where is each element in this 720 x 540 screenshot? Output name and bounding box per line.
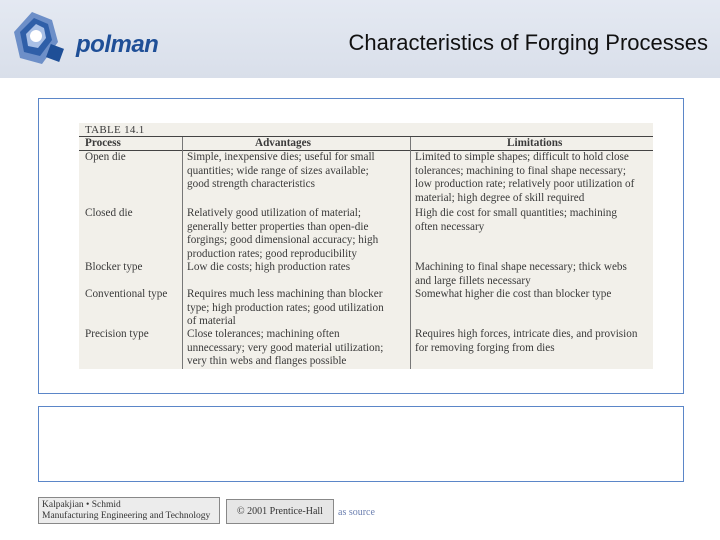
column-divider xyxy=(410,137,411,369)
process-cell: Closed die xyxy=(85,207,133,219)
limitations-cell: High die cost for small quantities; machining often necessary xyxy=(415,207,617,233)
limitations-cell: Somewhat higher die cost than blocker type xyxy=(415,288,612,300)
forging-table xyxy=(79,123,653,369)
header-advantages: Advantages xyxy=(255,137,311,149)
table-caption: TABLE 14.1 xyxy=(85,124,145,136)
limitations-cell: Requires high forces, intricate dies, and provision for removing forging from dies xyxy=(415,328,638,354)
advantages-cell: Low die costs; high production rates xyxy=(187,261,351,273)
logo-text: polman xyxy=(76,31,159,58)
textbook-credit: Kalpakjian • Schmid Manufacturing Engineering and Technology xyxy=(38,497,220,524)
source-note: as source xyxy=(338,507,375,518)
advantages-cell: Simple, inexpensive dies; useful for small quantities; wide range of sizes available; good strength characteristics xyxy=(187,151,375,190)
empty-content-box xyxy=(38,406,684,482)
advantages-cell: Close tolerances; machining often unnecessary; very good material utilization; very thin webs and flanges possible xyxy=(187,328,384,367)
advantages-cell: Relatively good utilization of material; generally better properties than open-die forgings; good dimensional accuracy; high production rates; good reproducibility xyxy=(187,207,379,260)
advantages-cell: Requires much less machining than blocker type; high production rates; good utilization of material xyxy=(187,288,384,327)
process-cell: Conventional type xyxy=(85,288,168,300)
limitations-cell: Limited to simple shapes; difficult to hold close tolerances; machining to final shape necessary; low production rate; relatively poor utilization of material; high degree of skill required xyxy=(415,151,635,204)
process-cell: Blocker type xyxy=(85,261,143,273)
slide-header xyxy=(0,0,720,78)
table-frame xyxy=(38,98,684,394)
limitations-cell: Machining to final shape necessary; thick webs and large fillets necessary xyxy=(415,261,627,287)
process-cell: Precision type xyxy=(85,328,149,340)
process-cell: Open die xyxy=(85,151,126,163)
header-limitations: Limitations xyxy=(507,137,563,149)
slide-title: Characteristics of Forging Processes xyxy=(348,30,708,55)
header-process: Process xyxy=(85,137,121,149)
copyright-badge: © 2001 Prentice-Hall xyxy=(226,499,334,524)
logo-mark-icon xyxy=(14,12,64,64)
column-divider xyxy=(182,137,183,369)
table-top-rule xyxy=(79,136,653,137)
